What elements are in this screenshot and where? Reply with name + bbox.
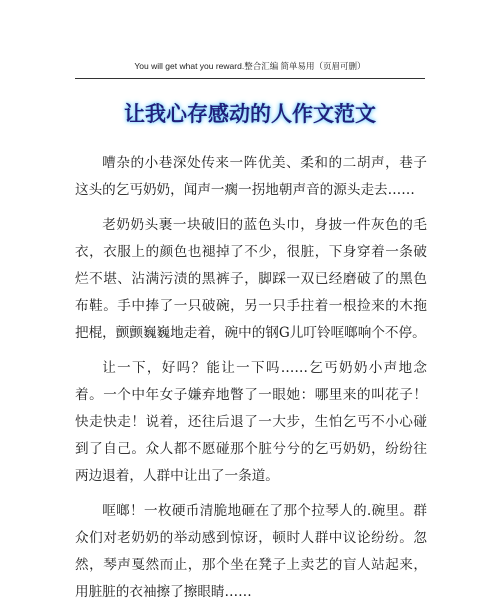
document-title: 让我心存感动的人作文范文 (124, 102, 376, 126)
paragraph: 让一下，好吗？能让一下吗……乞丐奶奶小声地念着。一个中年女子嫌弃地瞥了一眼她：哪里来的叫花子！快走快走！说着，还往后退了一大步，生怕乞丐不小心碰到了自己。众人都不愿碰那个脏兮兮的乞丐奶奶，纷纷往两边退着，人群中让出了一条道。 (75, 360, 427, 484)
page-header: You will get what you reward.整合汇编 简单易用（页眉可删） (134, 61, 366, 71)
document-body (75, 150, 427, 614)
paragraph: 嘈杂的小巷深处传来一阵优美、柔和的二胡声，巷子这头的乞丐奶奶，闻声一瘸一拐地朝声音的源头走去…… (75, 155, 427, 198)
paragraph: 老奶奶头裹一块破旧的蓝色头巾，身披一件灰色的毛衣，衣服上的颜色也褪掉了不少，很脏，下身穿着一条破烂不堪、沾满污渍的黑裤子，脚踩一双已经磨破了的黑色布鞋。手中捧了一只破碗，另一只手拄着一根捡来的木拖把棍，颤颤巍巍地走着，碗中的钢G儿叮铃哐啷响个不停。 (75, 217, 427, 341)
header-divider (75, 78, 425, 79)
paragraph: 哐啷！一枚硬币清脆地砸在了那个拉琴人的.碗里。群众们对老奶奶的举动感到惊讶，顿时人群中议论纷纷。忽然，琴声戛然而止，那个坐在凳子上卖艺的盲人站起来，用脏脏的衣袖擦了擦眼睛…… (75, 503, 427, 600)
